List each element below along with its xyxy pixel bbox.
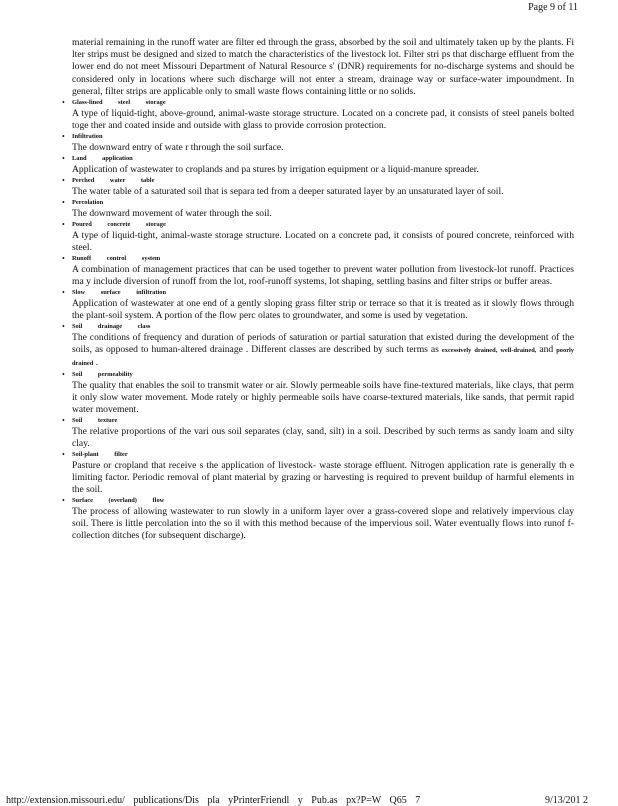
glossary-term: Land application [72, 155, 133, 163]
drainage-class-term: drained [72, 360, 94, 368]
glossary-term: Surface (overland) flow [72, 497, 165, 505]
glossary-entry [62, 176, 574, 198]
glossary-term: Soil-plant filter [72, 451, 128, 459]
bullet-icon: • [62, 176, 65, 186]
bullet-icon: • [62, 322, 65, 332]
drainage-class-term: . [95, 357, 99, 369]
definition-text: A type of liquid-tight, above-ground, animal-waste storage structure. Located on a concrete pad, it consists of steel panels bolted toge ther and coated inside and outside with glass to provide corrosion protection. [72, 108, 574, 132]
glossary-entry [62, 254, 574, 288]
glossary-definition [72, 426, 574, 450]
glossary-entry [62, 198, 574, 220]
bullet-icon: • [62, 220, 65, 230]
glossary-definition [72, 460, 574, 496]
bullet-icon: • [62, 288, 65, 298]
bullet-icon: • [62, 496, 65, 506]
bullet-icon: • [62, 198, 65, 208]
page-number: Page 9 of 11 [528, 2, 578, 13]
glossary-entry [62, 370, 574, 416]
glossary-definition [72, 164, 574, 176]
glossary-entry [62, 416, 574, 450]
bullet-icon: • [62, 450, 65, 460]
bullet-icon: • [62, 154, 65, 164]
glossary-entry [62, 132, 574, 154]
intro-paragraph: material remaining in the runoff water are filter ed through the grass, absorbed by the soil and ultimately taken up by the plants. Fi lter strips must be designed and sized to match the characteristics of the livestock lot. Filter stri ps that discharge effluent from the lower end do not meet Missouri Department of Natural Resource s' (DNR) requirements for no-discharge systems and should be considered only in locations where such discharge will not enter a stream, drainage way or surface-water impoundment. In general, filter strips are applicable only to small waste flows containing little or no solids. [72, 37, 574, 97]
glossary-entry [62, 450, 574, 496]
definition-text: Application of wastewater at one end of a gently sloping grass filter strip or terrace so that it is treated as it slowly flows through the plant-soil system. A portion of the flow perc olates to groundwater, and some is used by vegetation. [72, 298, 574, 322]
glossary-definition [72, 332, 574, 370]
definition-text: A type of liquid-tight, animal-waste storage structure. Located on a concrete pad, it consists of poured concrete, reinforced with steel. [72, 230, 574, 254]
drainage-class-term: poorly [556, 347, 575, 355]
glossary-entry [62, 98, 574, 132]
bullet-icon: • [62, 370, 65, 380]
glossary-entry [62, 220, 574, 254]
definition-text: Application of wastewater to croplands and pa stures by irrigation equipment or a liquid-manure spreader. [72, 164, 479, 176]
footer-date: 9/13/201 2 [544, 795, 588, 806]
glossary-definition [72, 208, 574, 220]
glossary-definition [72, 230, 574, 254]
definition-text: A combination of management practices that can be used together to prevent water pollution from livestock-lot runoff. Practices ma y include diversion of runoff from the lot, roof-runoff systems, lot shaping, settling basins and filter strips or buffer areas. [72, 264, 574, 288]
glossary-definition [72, 506, 574, 542]
glossary-definition [72, 186, 574, 198]
glossary-term: Perched water table [72, 177, 155, 185]
glossary-term: Soil permeability [72, 371, 133, 379]
glossary-term: Percolation [72, 199, 104, 207]
glossary-definition [72, 298, 574, 322]
definition-text: The conditions of frequency and duration of periods of saturation or partial saturation that existed during the development of the soils, as opposed to human-altered drainage . Different classes are described by such terms as [72, 332, 574, 356]
glossary-term: Soil drainage class [72, 323, 151, 331]
drainage-class-term: well-drained, [500, 347, 537, 355]
drainage-class-term: drained, [474, 347, 498, 355]
glossary-list [62, 98, 575, 542]
glossary-entry [62, 154, 574, 176]
drainage-class-term: and [539, 344, 554, 356]
drainage-class-term: excessively [441, 347, 472, 355]
definition-text: The downward entry of wate r through the soil surface. [72, 142, 284, 154]
definition-text: The process of allowing wastewater to run slowly in a uniform layer over a grass-covered slope and relatively impervious clay soil. There is little percolation into the so il with this method because of the impervious soil. Water eventually flows into runof f-collection ditches (for subsequent discharge). [72, 506, 574, 542]
bullet-icon: • [62, 132, 65, 142]
glossary-term: Infiltration [72, 133, 103, 141]
definition-text: The relative proportions of the vari ous soil separates (clay, sand, silt) in a soil. Described by such terms as sandy loam and silty clay. [72, 426, 574, 450]
glossary-definition [72, 380, 574, 416]
glossary-definition [72, 142, 574, 154]
glossary-term: Poured concrete storage [72, 221, 166, 229]
glossary-content [62, 37, 575, 542]
definition-text: The quality that enables the soil to transmit water or air. Slowly permeable soils have fine-textured materials, like clays, that perm it only slow water movement. Mode rately or highly permeable soils have coarse-textured materials, like sands, that permit rapid water movement. [72, 380, 574, 416]
definition-text: The water table of a saturated soil that is separa ted from a deeper saturated layer by an unsaturated layer of soil. [72, 186, 504, 198]
definition-text: The downward movement of water through the soil. [72, 208, 272, 220]
bullet-icon: • [62, 98, 65, 108]
footer-url: http://extension.missouri.edu/ publications/Dis pla yPrinterFriendl y Pub.as px?P=W Q65 7 [6, 795, 421, 806]
glossary-entry [62, 288, 574, 322]
glossary-term: Slow surface infiltration [72, 289, 167, 297]
bullet-icon: • [62, 254, 65, 264]
glossary-term: Runoff control system [72, 255, 161, 263]
glossary-entry [62, 322, 575, 370]
bullet-icon: • [62, 416, 65, 426]
glossary-term: Soil texture [72, 417, 118, 425]
glossary-definition [72, 108, 574, 132]
definition-text: Pasture or cropland that receive s the application of livestock- waste storage effluent. Nitrogen application rate is generally th e limiting factor. Periodic removal of plant material by grazing or harvesting is required to prevent buildup of harmful elements in the soil. [72, 460, 574, 496]
glossary-definition [72, 264, 574, 288]
glossary-entry [62, 496, 574, 542]
glossary-term: Glass-lined steel storage [72, 99, 166, 107]
